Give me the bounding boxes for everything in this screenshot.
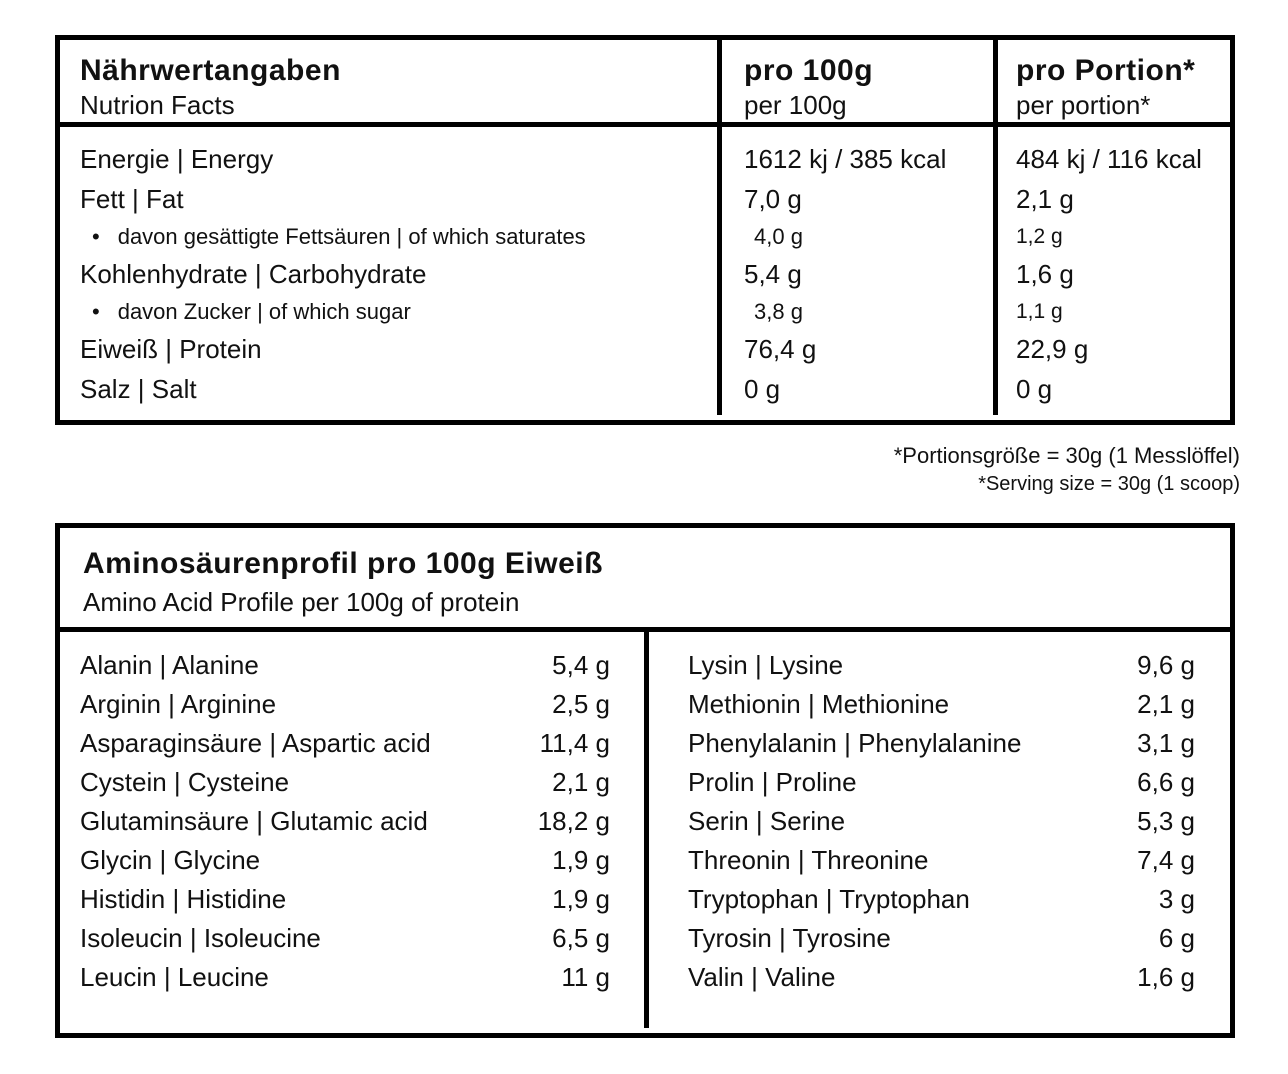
serving-size-footnotes [894, 441, 1240, 498]
per-portion-value: 2,1 g [1016, 183, 1074, 214]
amino-acid-row [688, 646, 1195, 685]
amino-right-column [644, 632, 1230, 1028]
amino-acid-value: 6 g [1158, 923, 1195, 953]
amino-acid-name: Tryptophan | Tryptophan [688, 884, 970, 914]
per-portion-value: 1,1 g [1016, 299, 1063, 323]
per-100g-title-en: per 100g [744, 90, 847, 120]
amino-acid-row [688, 958, 1195, 997]
amino-acid-name: Serin | Serine [688, 806, 846, 836]
nutrition-facts-table [55, 35, 1235, 425]
amino-left-column [60, 632, 644, 1028]
amino-acid-name: Alanin | Alanine [80, 650, 259, 680]
amino-acid-row [688, 880, 1195, 919]
amino-acid-value: 6,5 g [552, 923, 610, 953]
amino-acid-value: 18,2 g [537, 806, 610, 836]
nutrient-label: Eiweiß | Protein [80, 333, 262, 364]
amino-acid-name: Glycin | Glycine [80, 845, 261, 875]
amino-acid-name: Isoleucin | Isoleucine [80, 923, 321, 953]
footnote-de: *Portionsgröße = 30g (1 Messlöffel) [893, 443, 1240, 468]
amino-acid-row [688, 763, 1195, 802]
amino-acid-name: Leucin | Leucine [80, 962, 269, 992]
amino-acid-value: 1,6 g [1137, 962, 1195, 992]
amino-acid-row [80, 958, 610, 997]
amino-acid-row [80, 880, 610, 919]
amino-acid-row [80, 802, 610, 841]
amino-acid-profile-body [60, 632, 1230, 1028]
amino-acid-value: 3,1 g [1137, 728, 1195, 758]
amino-acid-value: 11 g [561, 962, 610, 992]
amino-acid-profile-table [55, 523, 1235, 1038]
amino-acid-row [80, 685, 610, 724]
amino-acid-row [80, 763, 610, 802]
nutrient-label: • davon gesättigte Fettsäuren | of which saturates [60, 219, 717, 254]
amino-acid-name: Cystein | Cysteine [80, 767, 290, 797]
amino-acid-value: 7,4 g [1137, 845, 1195, 875]
per-100g-header-cell [717, 40, 993, 122]
amino-acid-row [688, 685, 1195, 724]
nutrition-facts-header-row [60, 40, 1230, 127]
nutrient-label: Fett | Fat [80, 183, 184, 214]
amino-acid-value: 5,4 g [552, 650, 610, 680]
amino-acid-value: 1,9 g [552, 884, 610, 914]
amino-acid-name: Methionin | Methionine [688, 689, 950, 719]
amino-acid-value: 5,3 g [1137, 806, 1195, 836]
per-100g-value: 5,4 g [744, 258, 802, 289]
amino-acid-name: Prolin | Proline [688, 767, 857, 797]
per-portion-value: 484 kj / 116 kcal [1016, 143, 1202, 174]
amino-acid-row [80, 919, 610, 958]
amino-acid-row [688, 802, 1195, 841]
per-100g-value: 76,4 g [744, 333, 817, 364]
amino-acid-name: Threonin | Threonine [688, 845, 929, 875]
amino-acid-name: Asparaginsäure | Aspartic acid [80, 728, 431, 758]
amino-acid-value: 3 g [1158, 884, 1195, 914]
amino-acid-name: Valin | Valine [688, 962, 836, 992]
per-portion-values-column [993, 127, 1230, 415]
nutrient-label: • davon Zucker | of which sugar [60, 294, 717, 329]
amino-acid-row [688, 919, 1195, 958]
nutrient-label: Energie | Energy [80, 143, 274, 174]
amino-acid-value: 9,6 g [1137, 650, 1195, 680]
footnote-en: *Serving size = 30g (1 scoop) [978, 473, 1240, 495]
amino-title-de: Aminosäurenprofil pro 100g Eiweiß [83, 547, 603, 580]
amino-acid-value: 11,4 g [539, 728, 610, 758]
per-portion-header-cell [993, 40, 1230, 122]
amino-acid-name: Histidin | Histidine [80, 884, 287, 914]
nutrient-label: Salz | Salt [80, 373, 197, 404]
amino-acid-name: Arginin | Arginine [80, 689, 277, 719]
amino-acid-profile-header [60, 528, 1230, 632]
per-100g-title-de: pro 100g [744, 54, 874, 87]
nutrition-title-de: Nährwertangaben [80, 54, 341, 87]
nutrition-title-en: Nutrion Facts [80, 90, 235, 120]
per-100g-value: 0 g [744, 373, 781, 404]
amino-acid-row [688, 724, 1195, 763]
amino-acid-row [80, 841, 610, 880]
amino-acid-row [688, 841, 1195, 880]
per-portion-value: 22,9 g [1016, 333, 1089, 364]
amino-acid-name: Glutaminsäure | Glutamic acid [80, 806, 428, 836]
nutrient-labels-column [60, 127, 717, 415]
amino-title-en: Amino Acid Profile per 100g of protein [83, 587, 520, 617]
per-portion-title-en: per portion* [1016, 90, 1151, 120]
amino-acid-value: 2,5 g [552, 689, 610, 719]
amino-acid-name: Phenylalanin | Phenylalanine [688, 728, 1022, 758]
amino-acid-name: Lysin | Lysine [688, 650, 844, 680]
per-portion-value: 1,2 g [1016, 224, 1063, 248]
per-100g-value: 4,0 g [754, 223, 803, 249]
nutrient-label: Kohlenhydrate | Carbohydrate [80, 258, 427, 289]
per-100g-value: 7,0 g [744, 183, 802, 214]
amino-acid-value: 2,1 g [1137, 689, 1195, 719]
amino-acid-value: 6,6 g [1137, 767, 1195, 797]
amino-acid-row [80, 646, 610, 685]
amino-acid-name: Tyrosin | Tyrosine [688, 923, 891, 953]
amino-acid-value: 2,1 g [552, 767, 610, 797]
nutrition-facts-body [60, 127, 1230, 415]
nutrition-facts-header-cell [60, 40, 717, 122]
per-100g-values-column [717, 127, 993, 415]
per-100g-value: 3,8 g [754, 298, 803, 324]
per-100g-value: 1612 kj / 385 kcal [744, 143, 947, 174]
amino-acid-value: 1,9 g [552, 845, 610, 875]
per-portion-title-de: pro Portion* [1016, 54, 1196, 87]
amino-acid-row [80, 724, 610, 763]
per-portion-value: 0 g [1016, 373, 1053, 404]
per-portion-value: 1,6 g [1016, 258, 1074, 289]
